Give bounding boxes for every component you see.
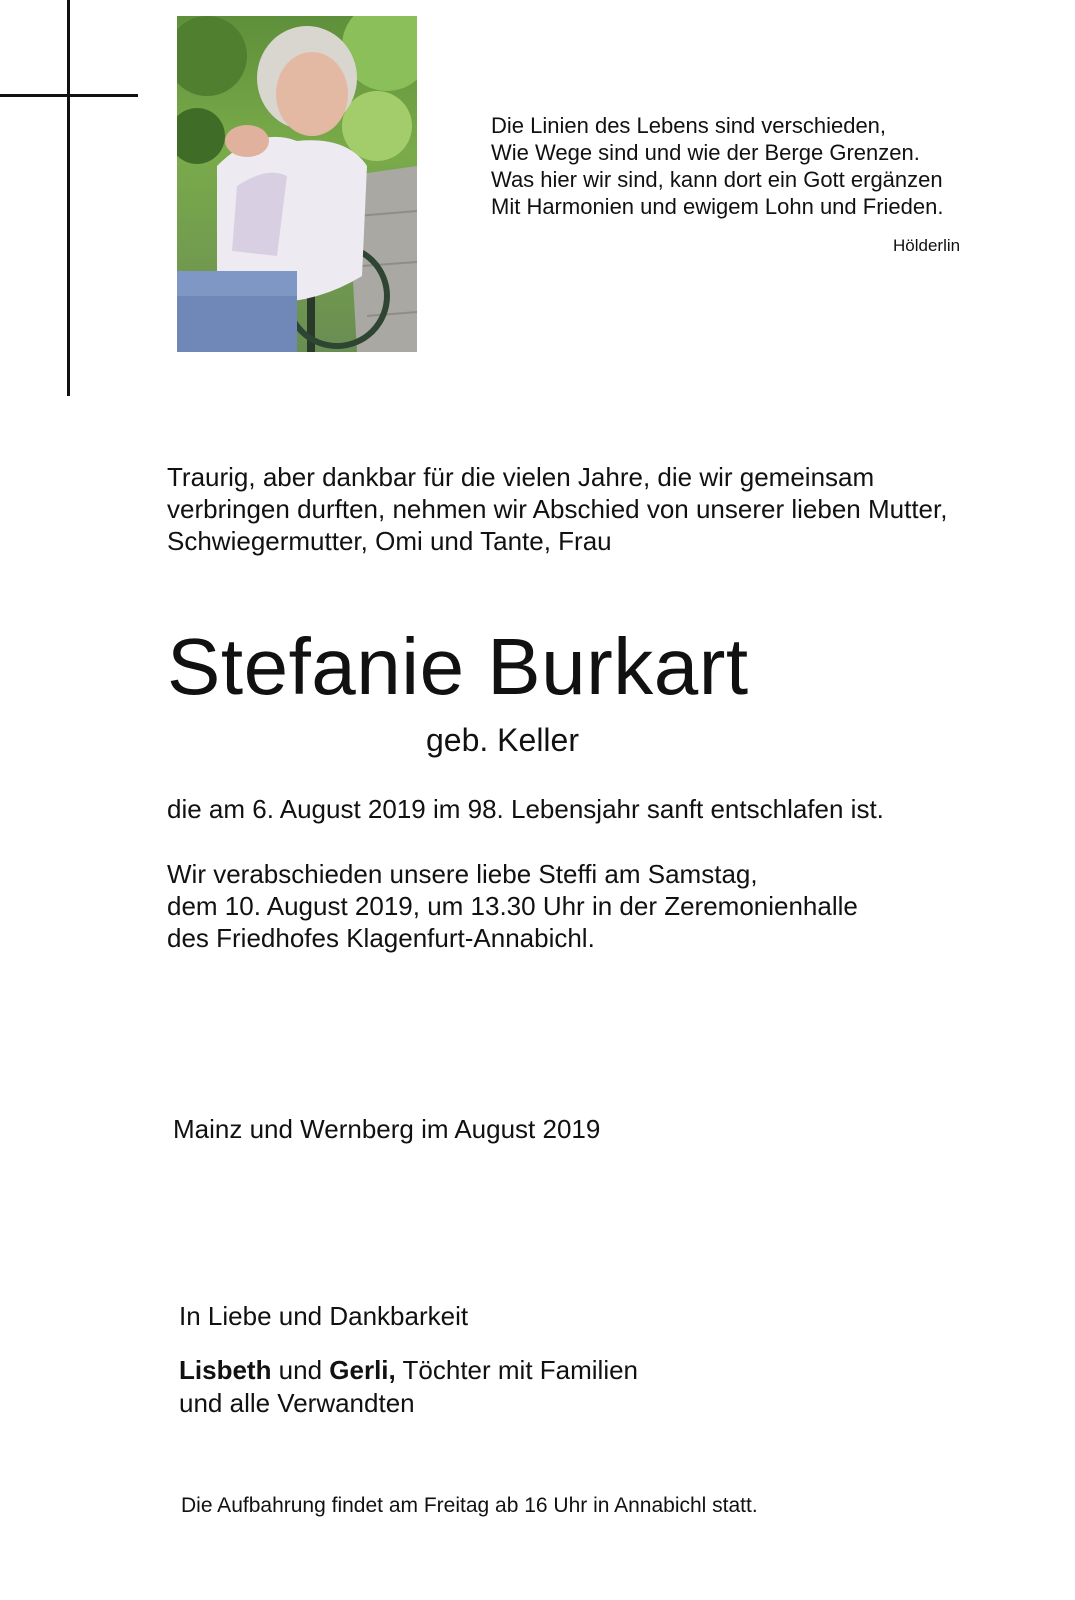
intro-line: Traurig, aber dankbar für die vielen Jahre, die wir gemeinsam xyxy=(167,462,875,492)
poem xyxy=(491,112,943,220)
service-line: des Friedhofes Klagenfurt-Annabichl. xyxy=(167,923,595,953)
deceased-name: Stefanie Burkart xyxy=(167,622,749,711)
family-name-2: Gerli, xyxy=(329,1355,396,1385)
service-info xyxy=(167,858,858,954)
cross-icon-horizontal xyxy=(0,94,138,97)
poem-author: Hölderlin xyxy=(893,236,961,255)
poem-line: Was hier wir sind, kann dort ein Gott ergänzen xyxy=(491,167,943,192)
place-date: Mainz und Wernberg im August 2019 xyxy=(173,1114,601,1144)
family-name-1: Lisbeth xyxy=(179,1355,272,1385)
family-rest: Töchter mit Familien xyxy=(395,1355,639,1385)
poem-line: Die Linien des Lebens sind verschieden, xyxy=(491,113,887,138)
intro-line: verbringen durften, nehmen wir Abschied von unserer lieben Mutter, xyxy=(167,494,948,524)
poem-line: Wie Wege sind und wie der Berge Grenzen. xyxy=(491,140,920,165)
birth-name: geb. Keller xyxy=(426,722,579,758)
closing-text: In Liebe und Dankbarkeit xyxy=(179,1301,469,1331)
death-line: die am 6. August 2019 im 98. Lebensjahr sanft entschlafen ist. xyxy=(167,794,884,824)
family-line-2: und alle Verwandten xyxy=(179,1388,415,1418)
family-line-1 xyxy=(179,1354,638,1387)
family-signature xyxy=(179,1354,638,1420)
portrait-photo xyxy=(177,16,417,352)
service-line: dem 10. August 2019, um 13.30 Uhr in der Zeremonienhalle xyxy=(167,891,858,921)
intro-text xyxy=(167,461,947,557)
intro-line: Schwiegermutter, Omi und Tante, Frau xyxy=(167,526,612,556)
family-connector: und xyxy=(271,1355,330,1385)
poem-line: Mit Harmonien und ewigem Lohn und Frieden. xyxy=(491,194,944,219)
viewing-note: Die Aufbahrung findet am Freitag ab 16 Uhr in Annabichl statt. xyxy=(181,1494,758,1517)
service-line: Wir verabschieden unsere liebe Steffi am Samstag, xyxy=(167,859,758,889)
cross-icon-vertical xyxy=(67,0,70,396)
